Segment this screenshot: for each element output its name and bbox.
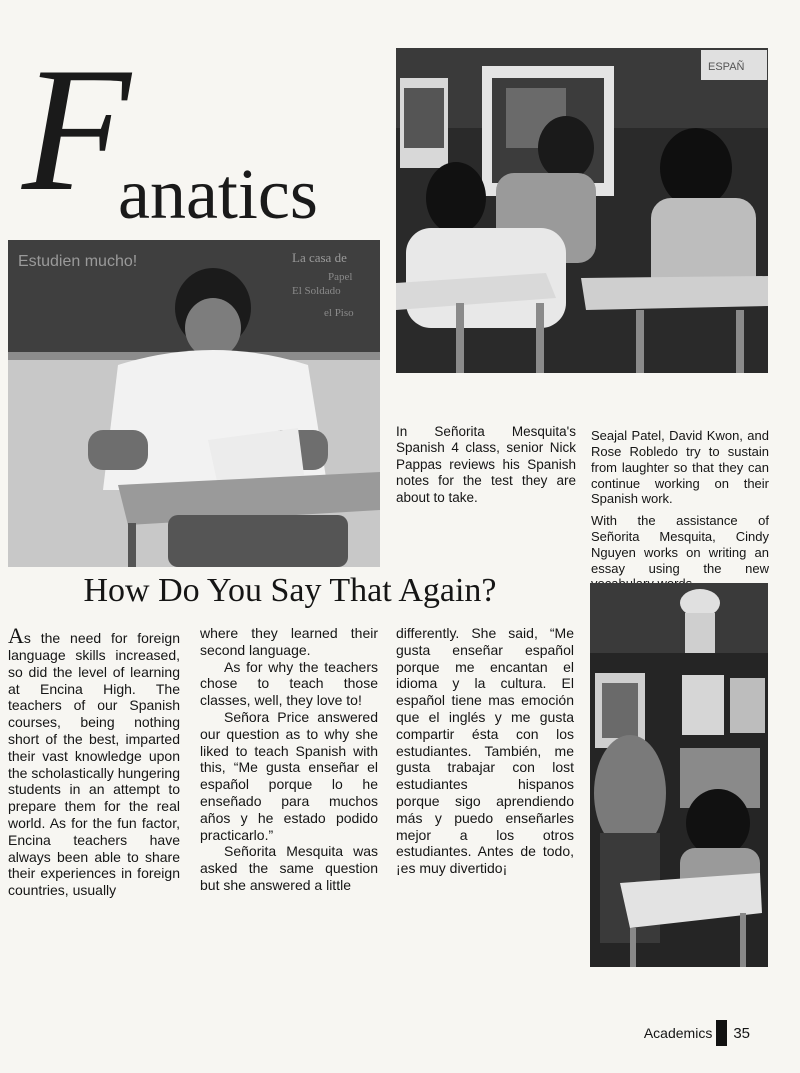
caption-nick-pappas: In Señorita Mesquita's Spanish 4 class, senior Nick Pappas reviews his Spanish notes for the test they are about to take. <box>396 424 576 505</box>
footer-divider-bar <box>716 1020 727 1046</box>
article-col3-p1: differently. She said, “Me gusta enseñar español porque me encantan el idioma y la cultura. El español tiene mas emoción que el inglés y me gusta compartir ésta con los estudiantes. También, me gusta trabajar con lost estudiantes hispanos porque sigo aprendiendo más y puedo enseñarles mejor a los otros estudiantes. Antes de todo, ¡es muy divertido¡ <box>396 625 574 877</box>
chalk-line-1: Estudien mucho! <box>18 253 138 270</box>
chalk-line-2: La casa de <box>292 250 347 265</box>
chalk-line-3: Papel <box>328 271 353 283</box>
photo-nick-pappas-reading <box>8 240 380 567</box>
footer-section-label: Academics <box>643 1025 713 1041</box>
article-column-2 <box>200 625 378 894</box>
photo-cindy-nguyen-writing <box>590 583 768 967</box>
article-column-1 <box>8 625 180 899</box>
article-column-3 <box>396 625 574 877</box>
title-first-letter: F <box>22 30 131 228</box>
article-headline: How Do You Say That Again? <box>83 572 497 609</box>
article-col2-p2: As for why the teachers chose to teach those classes, well, they love to! <box>200 658 378 709</box>
article-col2-p4: Señorita Mesquita was asked the same question but she answered a little <box>200 843 378 893</box>
page-footer <box>644 1020 750 1046</box>
chalk-line-5: el Piso <box>324 307 354 319</box>
caption-seajal-david-rose: Seajal Patel, David Kwon, and Rose Robledo try to sustain from laughter so that they can continue working on their Spanish work. <box>591 428 769 507</box>
article-col2-p1: where they learned their second language. <box>200 625 378 658</box>
article-col1-text: s the need for foreign language skills increased, so did the level of learning at Encina High. The teachers of our Spanish courses, being nothing short of the best, imparted their vast knowledge upon the scholastically hungering students in an attempt to prepare them for the real world. As for the fun factor, Encina teachers have always been able to share their experiences in foreign countries, usually <box>8 630 180 899</box>
chalk-line-4: El Soldado <box>292 285 341 297</box>
page-number: 35 <box>733 1024 750 1042</box>
caption-cindy-nguyen: With the assistance of Señorita Mesquita, Cindy Nguyen works on writing an essay using the new <box>591 513 769 576</box>
article-col2-p3: Señora Price answered our question as to why she liked to teach Spanish with this, “Me gusta enseñar el español porque lo he enseñado para muchos años y he estado podido practicarlo.” <box>200 708 378 843</box>
drop-cap: A <box>8 623 24 648</box>
page-title <box>22 30 402 234</box>
title-rest: anatics <box>118 154 318 234</box>
board-sign-text: ESPAÑ <box>708 61 745 73</box>
photo-classroom-three-students <box>396 48 768 373</box>
